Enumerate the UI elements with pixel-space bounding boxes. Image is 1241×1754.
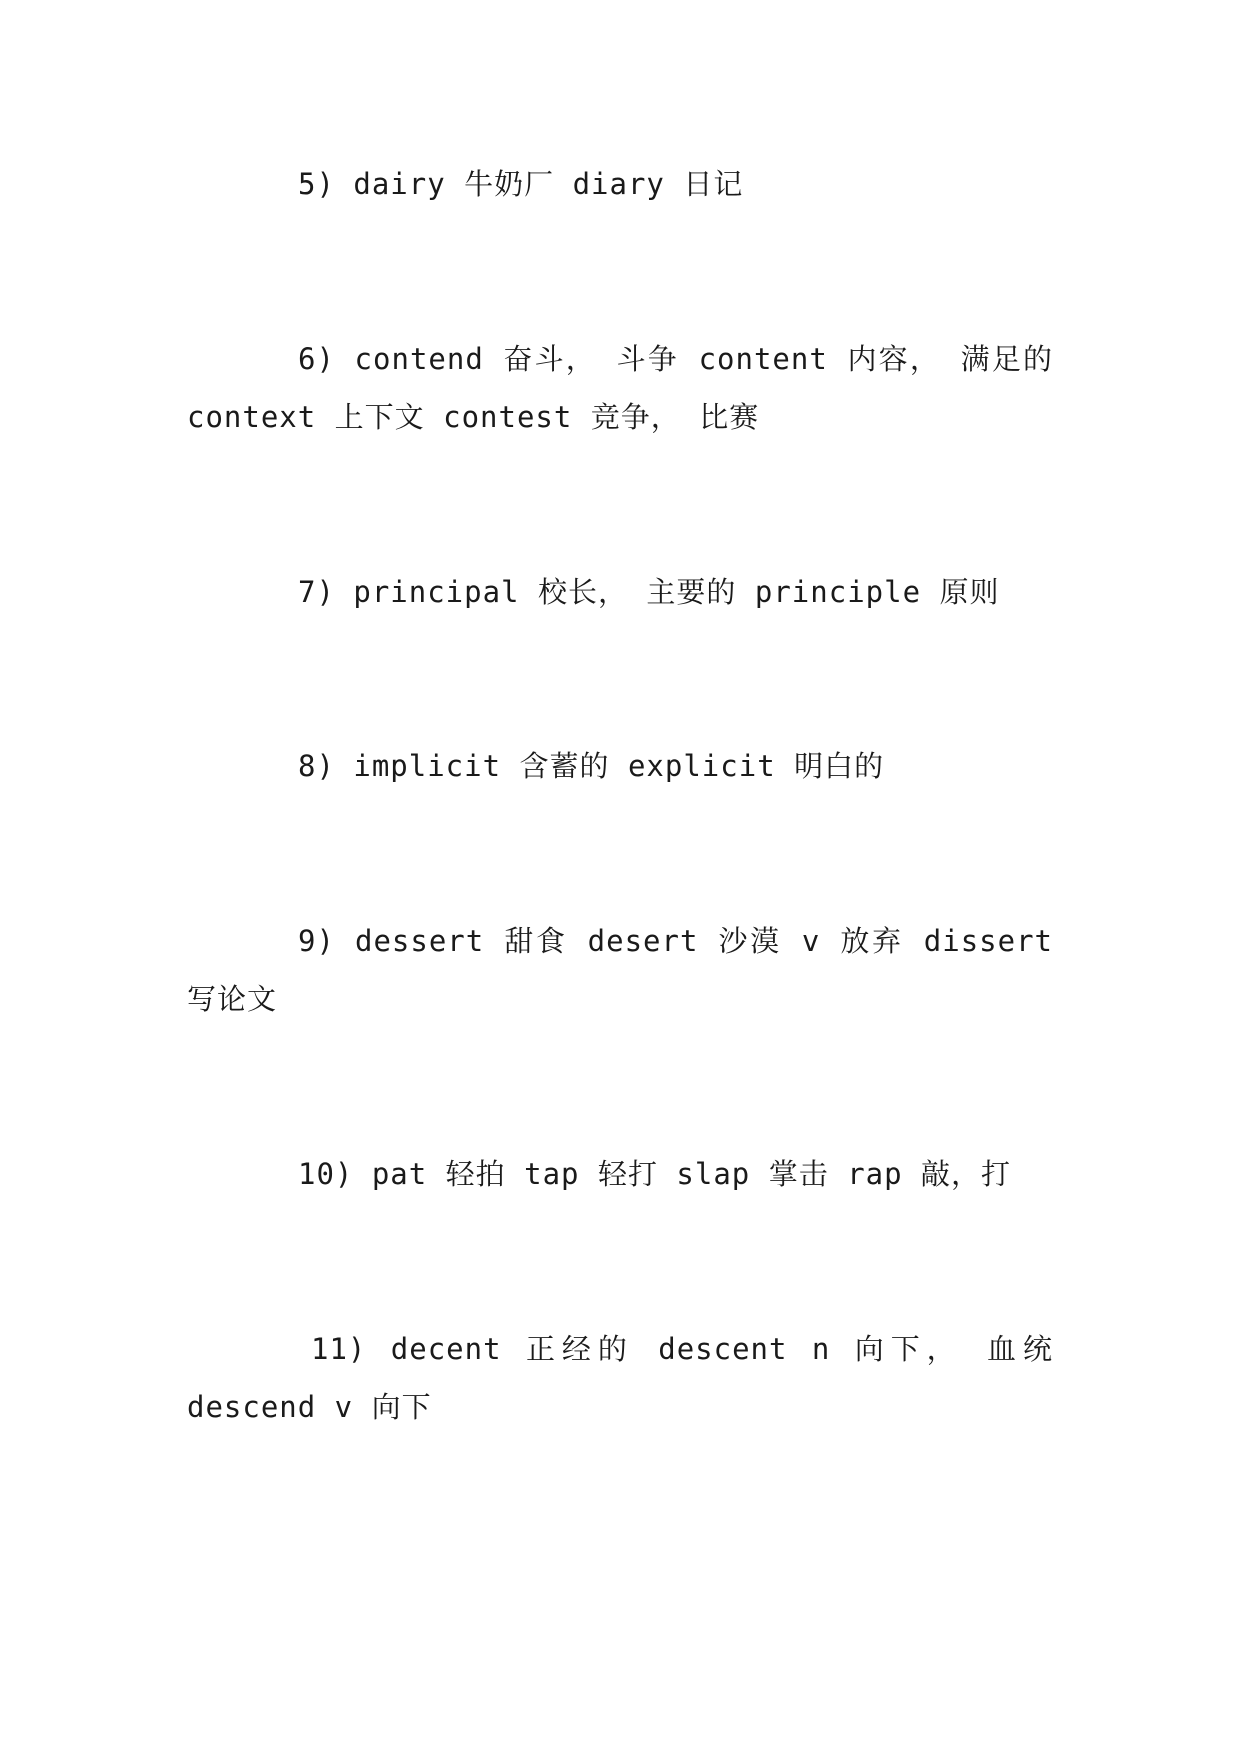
paragraph-item-9: 9) dessert 甜食 desert 沙漠 v 放弃 dissert 写论文 xyxy=(187,924,1053,1016)
paragraph-item-8: 8) implicit 含蓄的 explicit 明白的 xyxy=(298,749,885,783)
paragraph-item-10: 10) pat 轻拍 tap 轻打 slap 掌击 rap 敲，打 xyxy=(298,1157,1012,1191)
paragraph-item-5: 5) dairy 牛奶厂 diary 日记 xyxy=(298,167,744,201)
paragraph-item-11: 11) decent 正经的 descent n 向下， 血统 descend v 向下 xyxy=(187,1332,1053,1424)
paragraph-item-6: 6) contend 奋斗， 斗争 content 内容， 满足的 context 上下文 contest 竞争， 比赛 xyxy=(187,342,1053,434)
paragraph-item-7: 7) principal 校长， 主要的 principle 原则 xyxy=(298,575,1000,609)
